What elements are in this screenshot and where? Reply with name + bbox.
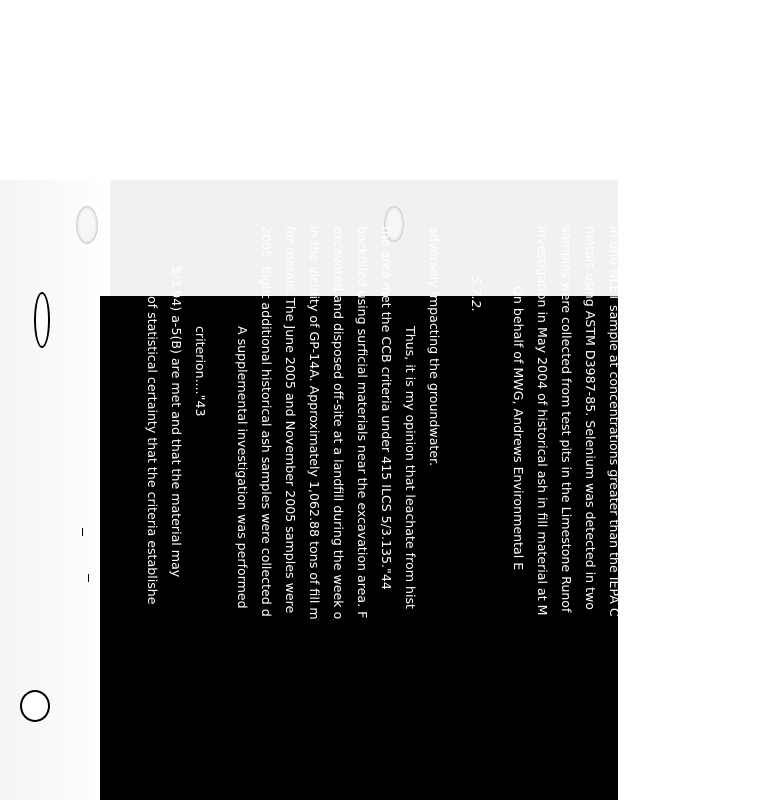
body-line: A supplemental investigation was performed [235,326,250,609]
body-line: I reviewed selenium and chromium concentrations above Class I [697,236,712,643]
body-line: backfilled using surficial materials near the excavation area. F [355,226,370,619]
scan-speck [88,574,89,582]
section-number: 5.7.2. [469,276,484,313]
body-line: samples were collected from test pits in the Limestone Runof [559,226,574,613]
body-line: metals using ASTM D3987-85. Selenium was detected in two [583,226,598,611]
binder-ring-lower [20,690,50,722]
binder-ring-upper [34,292,50,348]
body-line: for metals. The June 2005 and November 2005 samples were [283,226,298,614]
body-line: only selenium was detected at one location (MW-14) above the [721,226,736,626]
body-line: Thus, it is my opinion that leachate from hist [403,326,418,609]
body-line: metals in the NLET results from the eight ash samples were le [631,226,646,618]
body-line: the area met the CCB criteria under 415 ILCS 5/3.135."44 [379,226,394,590]
scan-speck [82,528,83,536]
body-line: of statistical certainty that the criteria establishe [145,296,160,605]
body-line: investigation in May 2004 of historical ash in fill material at M [535,226,550,616]
body-line: standards. [655,226,670,293]
body-line: criterion...."43 [193,326,208,417]
body-line: excavated and disposed off-site at a landfill during the week o [331,226,346,620]
body-line: On behalf of MWG, Andrews Environmental E [511,286,526,571]
scan-shadow-margin [0,180,110,800]
punch-hole-top-left [76,206,98,244]
body-line: 2005. Eight additional historical ash samples were collected d [259,226,274,617]
body-line: the period of record.45 Groundwater concentrations measured at 14 samp [745,226,760,698]
body-line: adversely impacting the groundwater. [427,226,442,467]
body-line: in one NLET sample at concentrations greater than the IEPA C [607,226,622,617]
body-line: 5/3.94) a-5(B) are met and that the material may [169,266,184,578]
body-line: in the vicinity of GP-14A. Approximately 1,062.88 tons of fill m [307,226,322,620]
